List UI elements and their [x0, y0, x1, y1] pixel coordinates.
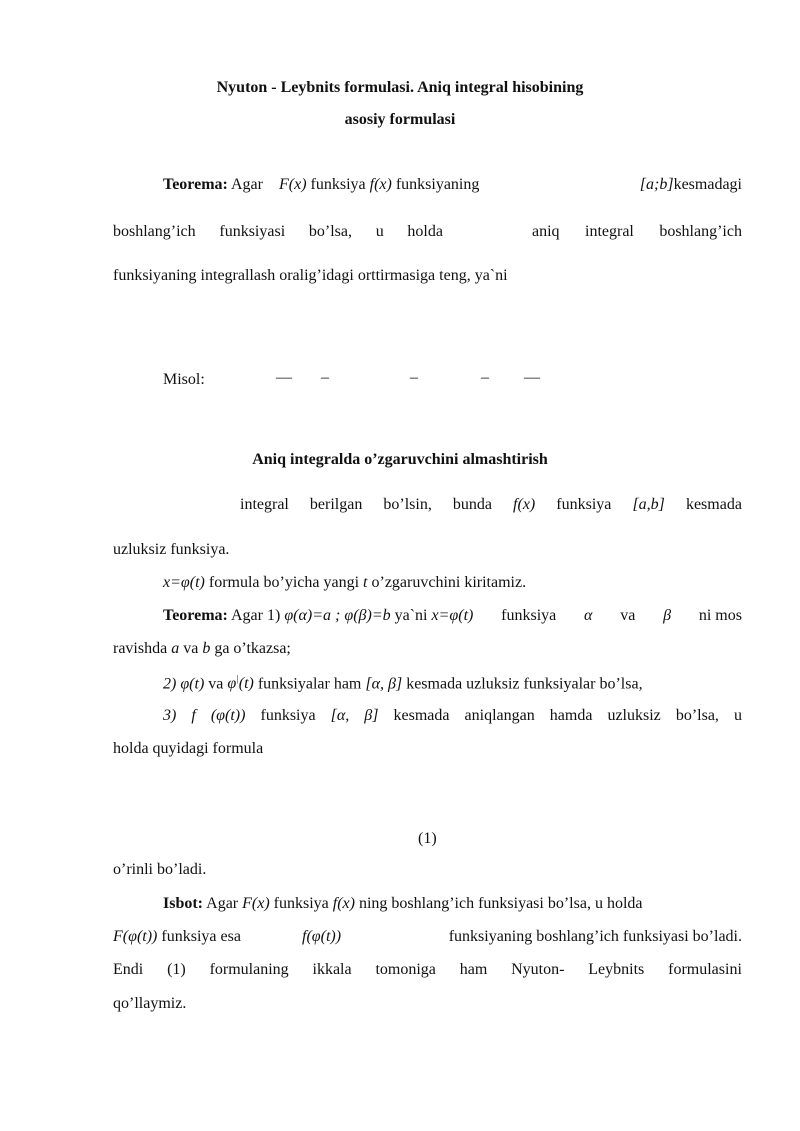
- theorem1-interval: [a;b]kesmadagi: [639, 176, 742, 193]
- example-dash: –: [481, 369, 489, 386]
- theorem2-condition3-line2: holda quyidagi formula: [113, 740, 264, 757]
- example-label: Misol:: [163, 371, 205, 388]
- theorem2-condition3: 3) f (φ(t)) funksiya [α, β] kesmada aniqlangan hamda uzluksiz bo’lsa, u: [163, 707, 742, 724]
- theorem-label: Teorema:: [163, 176, 228, 193]
- theorem1-line2-left: boshlang’ich funksiyasi bo’lsa, u holda: [113, 223, 443, 240]
- theorem2-line2: ravishda a va b ga o’tkazsa;: [113, 640, 291, 657]
- theorem1-line3: funksiyaning integrallash oralig’idagi orttirmasiga teng, ya`ni: [113, 267, 508, 284]
- page-title-line2: asosiy formulasi: [344, 111, 456, 128]
- proof-line2-mid: f(φ(t)): [302, 928, 342, 945]
- proof-line4: qo’llaymiz.: [113, 995, 187, 1012]
- theorem2-line1: Teorema: Agar 1) φ(α)=a ; φ(β)=b ya`ni x=φ(t) funksiya α va β ni mos: [163, 607, 742, 624]
- theorem1-line2-right: aniq integral boshlang’ich: [532, 223, 742, 240]
- section2-line1: integral berilgan bo’lsin, bunda f(x) funksiya [a,b] kesmada: [240, 496, 742, 513]
- example-dash: —: [524, 369, 540, 386]
- proof-line3: Endi (1) formulaning ikkala tomoniga ham Nyuton- Leybnits formulasini: [113, 961, 742, 978]
- proof-line2-right: funksiyaning boshlang’ich funksiyasi bo’ladi.: [448, 928, 742, 945]
- example-dash: —: [276, 369, 292, 386]
- section2-line2: uzluksiz funksiya.: [113, 541, 230, 558]
- substitution-line: x=φ(t) formula bo’yicha yangi t o’zgaruvchini kiritamiz.: [163, 574, 527, 591]
- proof-line1: Isbot: Agar F(x) funksiya f(x) ning boshlang’ich funksiyasi bo’lsa, u holda: [163, 895, 643, 912]
- theorem2-conclusion: o’rinli bo’ladi.: [113, 861, 207, 878]
- example-dash: –: [410, 369, 418, 386]
- theorem2-condition2: 2) φ(t) va φ|(t) funksiyalar ham [α, β] kesmada uzluksiz funksiyalar bo’lsa,: [163, 674, 643, 693]
- page-title: Nyuton - Leybnits formulasi. Aniq integral hisobining: [216, 79, 584, 96]
- example-dash: –: [321, 369, 329, 386]
- theorem1-line1: Teorema: Agar F(x) funksiya f(x) funksiyaning: [163, 176, 480, 193]
- theorem-label: Teorema:: [163, 607, 228, 624]
- equation-number: (1): [418, 830, 437, 847]
- function-symbol: f(x): [369, 176, 392, 193]
- antiderivative-symbol: F(x): [278, 176, 307, 193]
- section-title: Aniq integralda o’zgaruvchini almashtirish: [252, 451, 548, 468]
- proof-line2-left: F(φ(t)) funksiya esa: [113, 928, 241, 945]
- proof-label: Isbot:: [163, 895, 204, 912]
